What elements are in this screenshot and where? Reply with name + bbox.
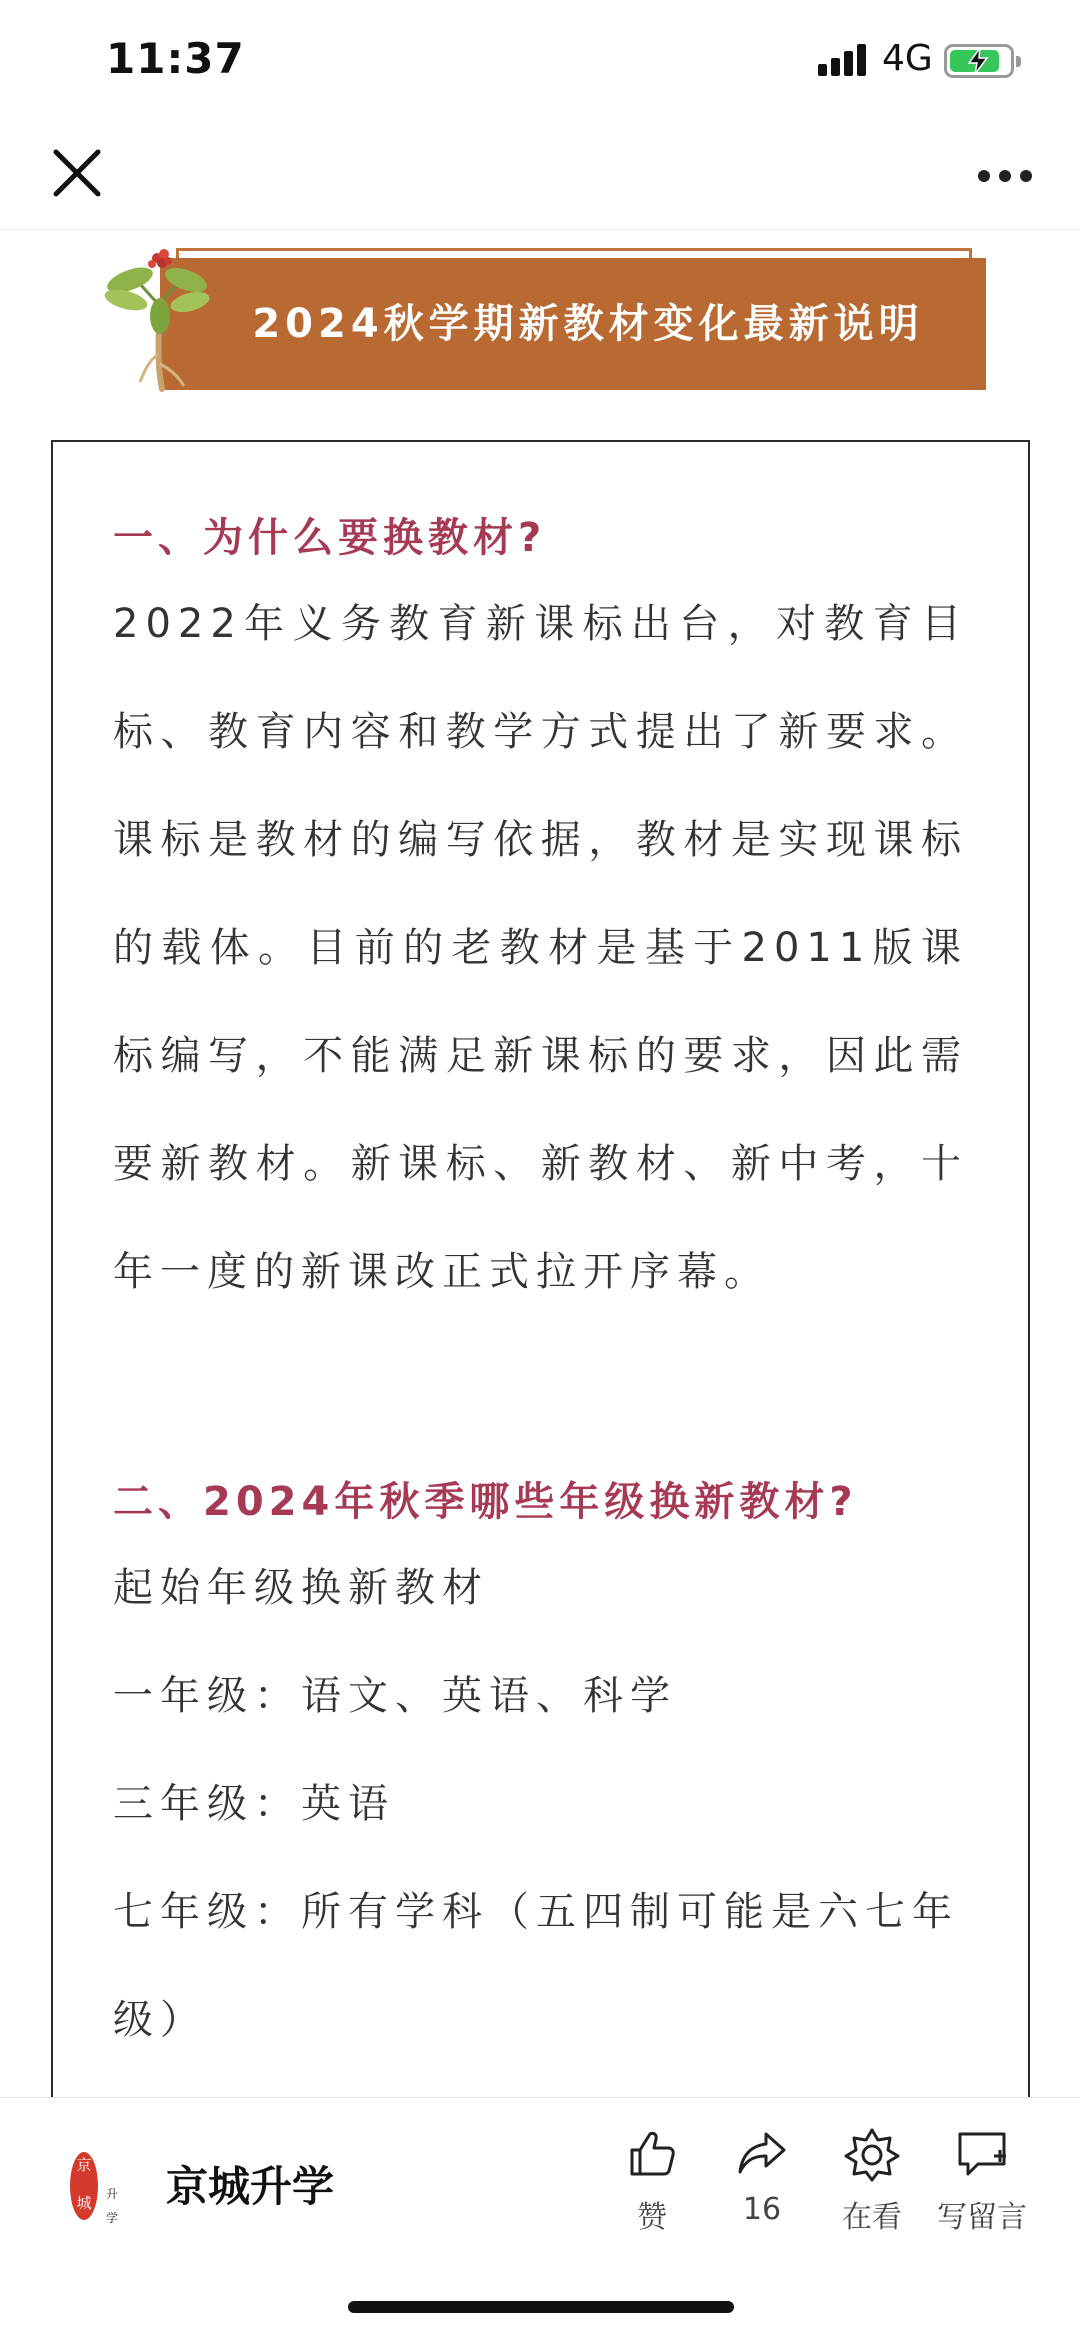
svg-text:京: 京 <box>76 2156 92 2174</box>
share-icon <box>734 2126 790 2182</box>
account-name[interactable]: 京城升学 <box>166 2162 335 2211</box>
signal-icon <box>818 44 872 76</box>
grade-line: 一年级：语文、英语、科学 <box>113 1673 677 1719</box>
battery-icon <box>944 44 1014 78</box>
network-type: 4G <box>882 38 933 79</box>
comment-button[interactable] <box>922 2126 1042 2236</box>
svg-text:学: 学 <box>105 2211 119 2225</box>
ginseng-icon <box>100 244 220 394</box>
more-button[interactable] <box>970 150 1040 198</box>
grade-line: 三年级：英语 <box>113 1781 395 1827</box>
share-button[interactable] <box>702 2126 822 2227</box>
grade-list <box>113 1534 968 2074</box>
wow-label: 在看 <box>842 2200 902 2235</box>
thumbs-up-icon <box>624 2126 680 2182</box>
svg-text:升: 升 <box>105 2187 119 2201</box>
comment-label: 写留言 <box>937 2200 1027 2235</box>
comment-add-icon <box>954 2126 1010 2182</box>
like-label: 赞 <box>637 2200 667 2235</box>
grade-line: 七年级：所有学科（五四制可能是六七年 <box>113 1889 959 1935</box>
article-banner <box>100 244 990 394</box>
account-logo[interactable] <box>68 2140 128 2240</box>
paragraph: 2022年义务教育新课标出台，对教育目标、教育内容和教学方式提出了新要求。课标是教材的编写依据，教材是实现课标的载体。目前的老教材是基于2011版课标编写，不能满足新课标的要求，因此需要新教材。新课标、新教材、新中考，十年一度的新课改正式拉开序幕。 <box>113 601 968 1295</box>
grade-line: 起始年级换新教材 <box>113 1565 489 1611</box>
status-time: 11:37 <box>106 34 245 83</box>
more-icon <box>978 170 990 182</box>
home-indicator[interactable] <box>348 2301 734 2313</box>
section-heading: 一、为什么要换教材? <box>113 515 547 561</box>
banner-title: 2024秋学期新教材变化最新说明 <box>252 301 924 347</box>
article-content <box>51 440 1030 2140</box>
share-count: 16 <box>742 2192 782 2227</box>
svg-text:城: 城 <box>76 2194 92 2212</box>
status-bar <box>0 0 1080 118</box>
wow-button[interactable] <box>812 2126 932 2236</box>
wow-icon <box>844 2126 900 2182</box>
close-button[interactable] <box>44 140 110 206</box>
close-icon <box>44 140 110 206</box>
nav-bar <box>0 118 1080 230</box>
section-heading: 二、2024年秋季哪些年级换新教材? <box>113 1479 858 1525</box>
grade-line: 级） <box>113 1997 207 2043</box>
like-button[interactable] <box>592 2126 712 2236</box>
